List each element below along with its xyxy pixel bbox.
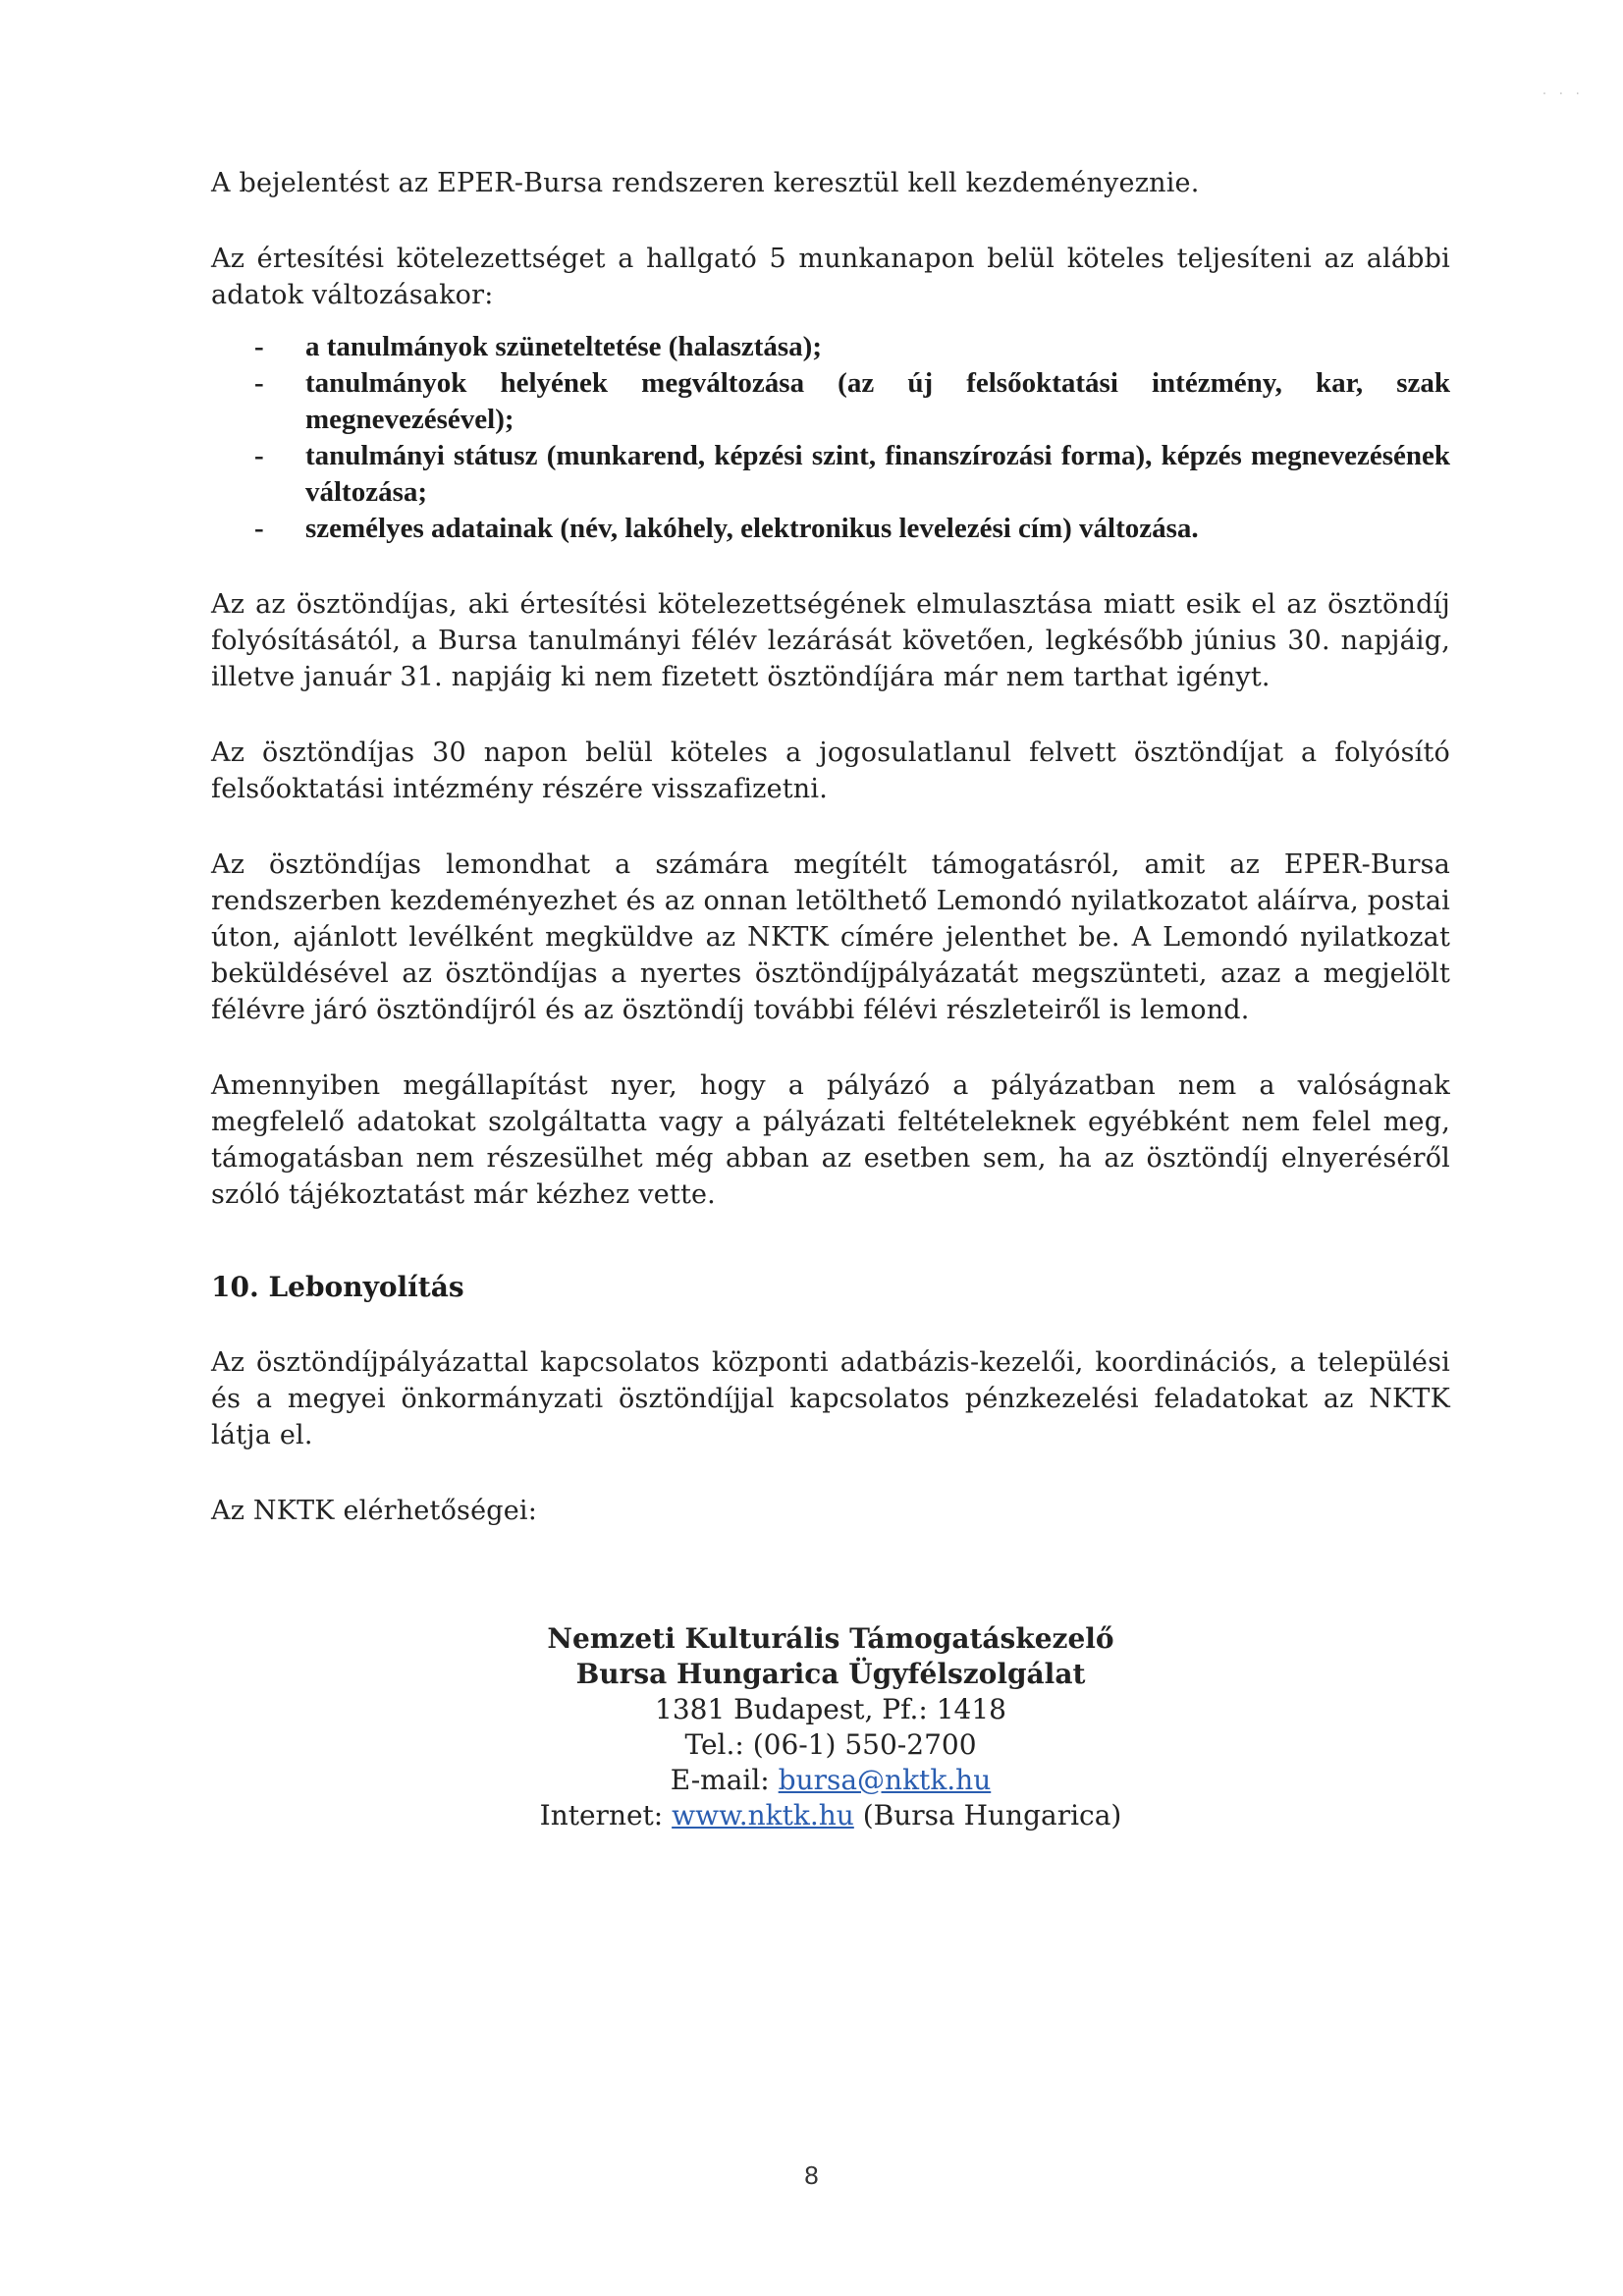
list-item bbox=[254, 438, 1450, 511]
paragraph-repayment: Az ösztöndíjas 30 napon belül köteles a jogosulatlanul felvett ösztöndíjat a folyósító felsőoktatási intézmény részére visszafizetni. bbox=[211, 738, 1450, 804]
list-dash: - bbox=[254, 367, 264, 399]
list-item bbox=[254, 365, 1450, 438]
intro-sentence: A bejelentést az EPER-Bursa rendszeren keresztül kell kezdeményeznie. bbox=[211, 168, 1200, 198]
paragraph-withdrawal: Az ösztöndíjas lemondhat a számára megítélt támogatásról, amit az EPER-Bursa rendszerben kezdeményezhet és az onnan letölthető Lemondó nyilatkozatot aláírva, postai úton, ajánlott levélként megküldve az NKTK címére jelenthet be. A Lemondó nyilatkozat beküldésével az ösztöndíjas a nyertes ösztöndíjpályázatát megszünteti, azaz a megjelölt félévre járó ösztöndíjról és az ösztöndíj további félévi részleteiről is lemond. bbox=[211, 849, 1450, 1025]
website-line bbox=[211, 1798, 1450, 1833]
duties-list bbox=[211, 329, 1450, 547]
email-link[interactable]: bursa@nktk.hu bbox=[778, 1764, 992, 1796]
list-item bbox=[254, 329, 1450, 365]
website-suffix: (Bursa Hungarica) bbox=[853, 1799, 1122, 1831]
list-dash: - bbox=[254, 513, 264, 544]
page-number: 8 bbox=[804, 2160, 819, 2190]
website-label: Internet: bbox=[539, 1799, 673, 1831]
org-unit: Bursa Hungarica Ügyfélszolgálat bbox=[575, 1658, 1086, 1690]
postal-address: 1381 Budapest, Pf.: 1418 bbox=[655, 1693, 1006, 1725]
section-paragraph: Az ösztöndíjpályázattal kapcsolatos központi adatbázis-kezelői, koordinációs, a települési és a megyei önkormányzati ösztöndíjjal kapcsolatos pénzkezelési feladatokat az NKTK látja el. bbox=[211, 1347, 1450, 1450]
list-item bbox=[254, 511, 1450, 547]
phone-number: Tel.: (06-1) 550-2700 bbox=[684, 1728, 977, 1761]
list-dash: - bbox=[254, 331, 264, 362]
list-dash: - bbox=[254, 440, 264, 471]
section-heading: 10. Lebonyolítás bbox=[211, 1271, 464, 1303]
paragraph-missed-notification: Az az ösztöndíjas, aki értesítési kötelezettségének elmulasztása miatt esik el az ösztöndíj folyósításától, a Bursa tanulmányi félév lezárását követően, legkésőbb június 30. napjáig, illetve január 31. napjáig ki nem fizetett ösztöndíjára már nem tarthat igényt. bbox=[211, 589, 1450, 692]
email-line bbox=[211, 1763, 1450, 1798]
list-item-text: tanulmányok helyének megváltozása (az új felsőoktatási intézmény, kar, szak megnevezésével); bbox=[305, 367, 1450, 435]
list-item-text: személyes adatainak (név, lakóhely, elektronikus levelezési cím) változása. bbox=[305, 513, 1199, 544]
contact-address-block bbox=[211, 1621, 1450, 1833]
website-link[interactable]: www.nktk.hu bbox=[672, 1799, 854, 1831]
list-item-text: a tanulmányok szüneteltetése (halasztása); bbox=[305, 331, 822, 362]
contacts-intro: Az NKTK elérhetőségei: bbox=[211, 1496, 538, 1526]
scan-artifact: · · · bbox=[1542, 86, 1584, 102]
paragraph-ineligibility: Amennyiben megállapítást nyer, hogy a pályázó a pályázatban nem a valóságnak megfelelő adatokat szolgáltatta vagy a pályázati feltételeknek egyébként nem felel meg, támogatásban nem részesülhet még abban az esetben sem, ha az ösztöndíj elnyeréséről szóló tájékoztatást már kézhez vette. bbox=[211, 1070, 1450, 1210]
org-name: Nemzeti Kulturális Támogatáskezelő bbox=[547, 1622, 1114, 1655]
notification-paragraph: Az értesítési kötelezettséget a hallgató 5 munkanapon belül köteles teljesíteni az alábbi adatok változásakor: bbox=[211, 244, 1450, 310]
email-label: E-mail: bbox=[670, 1764, 779, 1796]
page-content bbox=[211, 165, 1450, 1833]
list-item-text: tanulmányi státusz (munkarend, képzési szint, finanszírozási forma), képzés megnevezésének változása; bbox=[305, 440, 1450, 508]
